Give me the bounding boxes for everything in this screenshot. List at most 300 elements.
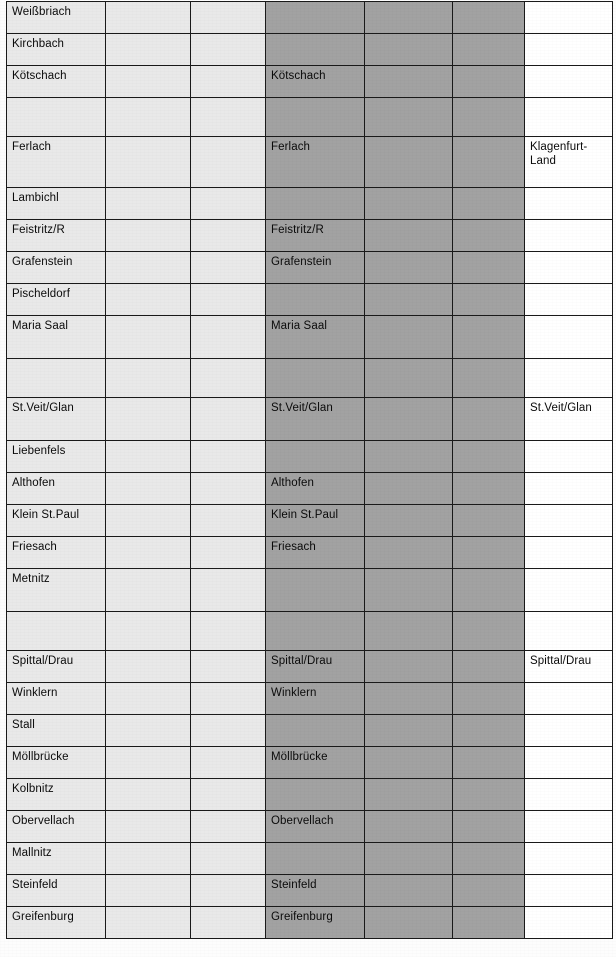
cell-text [196, 907, 265, 911]
cell-text: Möllbrücke [12, 751, 69, 763]
table-cell-col2 [106, 875, 191, 907]
cell-text [111, 683, 190, 687]
table-cell-col3 [191, 359, 266, 398]
table-cell-col5 [365, 683, 453, 715]
cell-text [458, 569, 524, 573]
table-cell-col4 [266, 569, 365, 612]
cell-text: St.Veit/Glan [271, 402, 333, 414]
cell-text [458, 907, 524, 911]
table-cell-col2 [106, 612, 191, 651]
cell-text [458, 2, 524, 6]
cell-text: Metnitz [12, 573, 50, 585]
table-row [7, 398, 613, 441]
table-cell-col5 [365, 398, 453, 441]
cell-text [196, 875, 265, 879]
table-row [7, 252, 613, 284]
table-cell-col6 [453, 473, 525, 505]
table-cell-col7 [525, 612, 613, 651]
cell-text [530, 34, 612, 38]
table-cell-col2 [106, 220, 191, 252]
table-cell-col6 [453, 811, 525, 843]
table-cell-col5 [365, 137, 453, 188]
cell-text [370, 843, 452, 847]
cell-text: Klein St.Paul [271, 509, 339, 521]
cell-text [370, 66, 452, 70]
table-cell-col7 [525, 98, 613, 137]
cell-text [12, 612, 105, 616]
cell-text [458, 284, 524, 288]
cell-text [530, 252, 612, 256]
table-cell-col3 [191, 747, 266, 779]
table-row [7, 843, 613, 875]
cell-text [111, 66, 190, 70]
cell-text [111, 505, 190, 509]
cell-text [196, 66, 265, 70]
cell-text: Steinfeld [271, 879, 317, 891]
table-row [7, 612, 613, 651]
table-cell-col2 [106, 252, 191, 284]
cell-text [111, 359, 190, 363]
cell-text [111, 473, 190, 477]
cell-text [196, 843, 265, 847]
table-cell-col1 [7, 441, 106, 473]
cell-text [196, 98, 265, 102]
table-cell-col1 [7, 875, 106, 907]
table-cell-col2 [106, 651, 191, 683]
cell-text: Grafenstein [12, 256, 73, 268]
table-cell-col1 [7, 715, 106, 747]
table-cell-col6 [453, 252, 525, 284]
table-cell-col2 [106, 473, 191, 505]
table-row [7, 473, 613, 505]
cell-text [111, 137, 190, 141]
table-cell-col6 [453, 66, 525, 98]
cell-text: Spittal/Drau [12, 655, 74, 667]
table-row [7, 98, 613, 137]
table-cell-col6 [453, 441, 525, 473]
cell-text [271, 779, 364, 783]
cell-text [196, 569, 265, 573]
cell-text [196, 651, 265, 655]
cell-text: Feistritz/R [12, 224, 65, 236]
cell-text: Winklern [12, 687, 58, 699]
cell-text [196, 2, 265, 6]
cell-text: Klagenfurt- Land [530, 141, 588, 167]
cell-text [196, 811, 265, 815]
table-cell-col3 [191, 98, 266, 137]
table-cell-col4 [266, 612, 365, 651]
cell-text [111, 252, 190, 256]
table-cell-col1 [7, 2, 106, 34]
table-cell-col2 [106, 398, 191, 441]
table-cell-col6 [453, 843, 525, 875]
cell-text [370, 683, 452, 687]
table-cell-col3 [191, 34, 266, 66]
table-cell-col6 [453, 779, 525, 811]
table-cell-col5 [365, 66, 453, 98]
table-cell-col7 [525, 34, 613, 66]
cell-text [271, 359, 364, 363]
cell-text [530, 441, 612, 445]
cell-text [111, 811, 190, 815]
cell-text [196, 683, 265, 687]
cell-text [111, 907, 190, 911]
cell-text [111, 843, 190, 847]
cell-text [111, 569, 190, 573]
cell-text [370, 316, 452, 320]
cell-text: Spittal/Drau [271, 655, 333, 667]
table-cell-col1 [7, 220, 106, 252]
cell-text: Friesach [271, 541, 316, 553]
table-cell-col7 [525, 683, 613, 715]
cell-text: Ferlach [271, 141, 311, 153]
table-cell-col4 [266, 537, 365, 569]
table-cell-col3 [191, 907, 266, 939]
cell-text [370, 359, 452, 363]
cell-text [458, 252, 524, 256]
table-cell-col3 [191, 505, 266, 537]
table-cell-col1 [7, 188, 106, 220]
cell-text [196, 34, 265, 38]
table-cell-col7 [525, 220, 613, 252]
table-row [7, 683, 613, 715]
cell-text [458, 398, 524, 402]
table-cell-col3 [191, 220, 266, 252]
table-cell-col3 [191, 398, 266, 441]
table-cell-col7 [525, 907, 613, 939]
table-cell-col5 [365, 220, 453, 252]
table-row [7, 359, 613, 398]
cell-text [530, 220, 612, 224]
table-cell-col6 [453, 683, 525, 715]
table-cell-col5 [365, 98, 453, 137]
cell-text: Kötschach [271, 70, 326, 82]
cell-text [111, 188, 190, 192]
table-cell-col7 [525, 843, 613, 875]
cell-text [458, 137, 524, 141]
table-cell-col3 [191, 612, 266, 651]
table-cell-col6 [453, 188, 525, 220]
cell-text: Grafenstein [271, 256, 332, 268]
cell-text [370, 715, 452, 719]
cell-text [530, 612, 612, 616]
cell-text: Obervellach [271, 815, 334, 827]
table-cell-col1 [7, 747, 106, 779]
cell-text [530, 569, 612, 573]
table-cell-col6 [453, 612, 525, 651]
cell-text: Kirchbach [12, 38, 65, 50]
table-cell-col4 [266, 747, 365, 779]
cell-text [196, 188, 265, 192]
table-cell-col1 [7, 811, 106, 843]
cell-text [370, 779, 452, 783]
cell-text [530, 843, 612, 847]
table-cell-col6 [453, 747, 525, 779]
cell-text [196, 220, 265, 224]
table-cell-col1 [7, 843, 106, 875]
table-cell-col4 [266, 907, 365, 939]
table-cell-col4 [266, 220, 365, 252]
cell-text: Ferlach [12, 141, 52, 153]
cell-text [458, 359, 524, 363]
cell-text [271, 441, 364, 445]
cell-text [370, 473, 452, 477]
table-cell-col4 [266, 683, 365, 715]
cell-text [370, 907, 452, 911]
cell-text [370, 747, 452, 751]
cell-text [458, 441, 524, 445]
table-cell-col4 [266, 137, 365, 188]
cell-text [530, 875, 612, 879]
table-cell-col2 [106, 137, 191, 188]
table-cell-col4 [266, 34, 365, 66]
cell-text [530, 359, 612, 363]
table-cell-col1 [7, 316, 106, 359]
table-row [7, 747, 613, 779]
cell-text: Althofen [271, 477, 314, 489]
cell-text [530, 811, 612, 815]
cell-text [111, 34, 190, 38]
table-cell-col5 [365, 316, 453, 359]
table-cell-col3 [191, 779, 266, 811]
cell-text: Obervellach [12, 815, 75, 827]
cell-text [458, 66, 524, 70]
table-cell-col3 [191, 188, 266, 220]
cell-text: Steinfeld [12, 879, 58, 891]
cell-text [196, 779, 265, 783]
cell-text: Klein St.Paul [12, 509, 80, 521]
table-cell-col2 [106, 537, 191, 569]
table-cell-col7 [525, 284, 613, 316]
table-row [7, 651, 613, 683]
cell-text [530, 316, 612, 320]
table-cell-col3 [191, 284, 266, 316]
table-cell-col4 [266, 651, 365, 683]
cell-text: Friesach [12, 541, 57, 553]
cell-text [530, 98, 612, 102]
table-cell-col3 [191, 441, 266, 473]
table-cell-col2 [106, 188, 191, 220]
table-cell-col5 [365, 651, 453, 683]
table-cell-col5 [365, 505, 453, 537]
table-cell-col1 [7, 779, 106, 811]
table-cell-col5 [365, 34, 453, 66]
cell-text [530, 537, 612, 541]
table-cell-col5 [365, 715, 453, 747]
table-cell-col3 [191, 66, 266, 98]
table-cell-col6 [453, 715, 525, 747]
table-cell-col4 [266, 359, 365, 398]
table-row [7, 907, 613, 939]
table-cell-col7 [525, 569, 613, 612]
table-row [7, 137, 613, 188]
cell-text [370, 220, 452, 224]
table-cell-col7 [525, 779, 613, 811]
table-cell-col7 [525, 651, 613, 683]
cell-text [111, 537, 190, 541]
table-cell-col2 [106, 811, 191, 843]
table-cell-col6 [453, 359, 525, 398]
cell-text [196, 359, 265, 363]
table-cell-col1 [7, 398, 106, 441]
cell-text [530, 66, 612, 70]
table-cell-col4 [266, 441, 365, 473]
table-cell-col1 [7, 537, 106, 569]
cell-text [458, 811, 524, 815]
table-cell-col1 [7, 359, 106, 398]
table-cell-col2 [106, 569, 191, 612]
table-cell-col1 [7, 98, 106, 137]
table-cell-col2 [106, 715, 191, 747]
table-row [7, 284, 613, 316]
table-cell-col6 [453, 569, 525, 612]
table-cell-col7 [525, 398, 613, 441]
cell-text: Greifenburg [271, 911, 333, 923]
cell-text [458, 779, 524, 783]
table-cell-col3 [191, 537, 266, 569]
table-row [7, 220, 613, 252]
table-cell-col3 [191, 683, 266, 715]
table-cell-col7 [525, 252, 613, 284]
cell-text [530, 747, 612, 751]
table-cell-col6 [453, 537, 525, 569]
cell-text [370, 398, 452, 402]
table-cell-col7 [525, 316, 613, 359]
cell-text [458, 843, 524, 847]
table-cell-col6 [453, 220, 525, 252]
table-cell-col6 [453, 651, 525, 683]
cell-text [370, 98, 452, 102]
table-row [7, 715, 613, 747]
cell-text [370, 188, 452, 192]
cell-text: Mallnitz [12, 847, 52, 859]
cell-text: Pischeldorf [12, 288, 70, 300]
cell-text: Winklern [271, 687, 317, 699]
cell-text [196, 441, 265, 445]
table-cell-col5 [365, 907, 453, 939]
table-cell-col6 [453, 2, 525, 34]
cell-text: Liebenfels [12, 445, 66, 457]
table-cell-col3 [191, 2, 266, 34]
cell-text [196, 537, 265, 541]
cell-text [458, 612, 524, 616]
table-cell-col5 [365, 359, 453, 398]
cell-text [271, 569, 364, 573]
table-cell-col7 [525, 537, 613, 569]
table-cell-col7 [525, 875, 613, 907]
table-cell-col4 [266, 473, 365, 505]
table-cell-col1 [7, 137, 106, 188]
table-cell-col2 [106, 316, 191, 359]
table-cell-col4 [266, 316, 365, 359]
cell-text [370, 252, 452, 256]
cell-text [111, 651, 190, 655]
cell-text [370, 811, 452, 815]
table-cell-col4 [266, 779, 365, 811]
cell-text: Greifenburg [12, 911, 74, 923]
cell-text [196, 505, 265, 509]
locations-table [6, 1, 613, 939]
table-cell-col2 [106, 66, 191, 98]
cell-text: Feistritz/R [271, 224, 324, 236]
table-cell-col3 [191, 875, 266, 907]
table-cell-col3 [191, 316, 266, 359]
cell-text [271, 715, 364, 719]
cell-text [370, 284, 452, 288]
cell-text [196, 612, 265, 616]
cell-text [458, 747, 524, 751]
cell-text [196, 284, 265, 288]
cell-text [196, 715, 265, 719]
table-cell-col4 [266, 875, 365, 907]
cell-text: Weißbriach [12, 6, 71, 18]
table-cell-col4 [266, 252, 365, 284]
table-cell-col4 [266, 66, 365, 98]
table-cell-col6 [453, 907, 525, 939]
table-cell-col7 [525, 66, 613, 98]
cell-text [271, 284, 364, 288]
cell-text: Althofen [12, 477, 55, 489]
cell-text [196, 137, 265, 141]
table-cell-col7 [525, 2, 613, 34]
table-cell-col7 [525, 188, 613, 220]
table-row [7, 569, 613, 612]
cell-text [530, 505, 612, 509]
cell-text [370, 137, 452, 141]
table-cell-col1 [7, 505, 106, 537]
table-cell-col4 [266, 188, 365, 220]
cell-text [111, 220, 190, 224]
table-cell-col6 [453, 316, 525, 359]
cell-text [458, 505, 524, 509]
table-cell-col1 [7, 907, 106, 939]
table-cell-col7 [525, 441, 613, 473]
table-cell-col2 [106, 683, 191, 715]
cell-text [458, 473, 524, 477]
table-cell-col1 [7, 284, 106, 316]
cell-text [271, 34, 364, 38]
cell-text [458, 651, 524, 655]
cell-text [271, 188, 364, 192]
cell-text [370, 569, 452, 573]
table-cell-col5 [365, 2, 453, 34]
cell-text [12, 359, 105, 363]
table-cell-col4 [266, 505, 365, 537]
table-row [7, 441, 613, 473]
table-cell-col4 [266, 843, 365, 875]
table-cell-col2 [106, 2, 191, 34]
table-row [7, 779, 613, 811]
cell-text: Möllbrücke [271, 751, 328, 763]
cell-text [370, 875, 452, 879]
table-cell-col5 [365, 473, 453, 505]
table-cell-col4 [266, 811, 365, 843]
table-row [7, 875, 613, 907]
cell-text [111, 2, 190, 6]
table-cell-col6 [453, 284, 525, 316]
table-cell-col1 [7, 34, 106, 66]
table-cell-col4 [266, 284, 365, 316]
cell-text [271, 2, 364, 6]
table-row [7, 316, 613, 359]
table-cell-col6 [453, 98, 525, 137]
table-cell-col1 [7, 651, 106, 683]
table-cell-col7 [525, 359, 613, 398]
table-cell-col4 [266, 98, 365, 137]
table-cell-col6 [453, 505, 525, 537]
table-row [7, 34, 613, 66]
cell-text [271, 612, 364, 616]
